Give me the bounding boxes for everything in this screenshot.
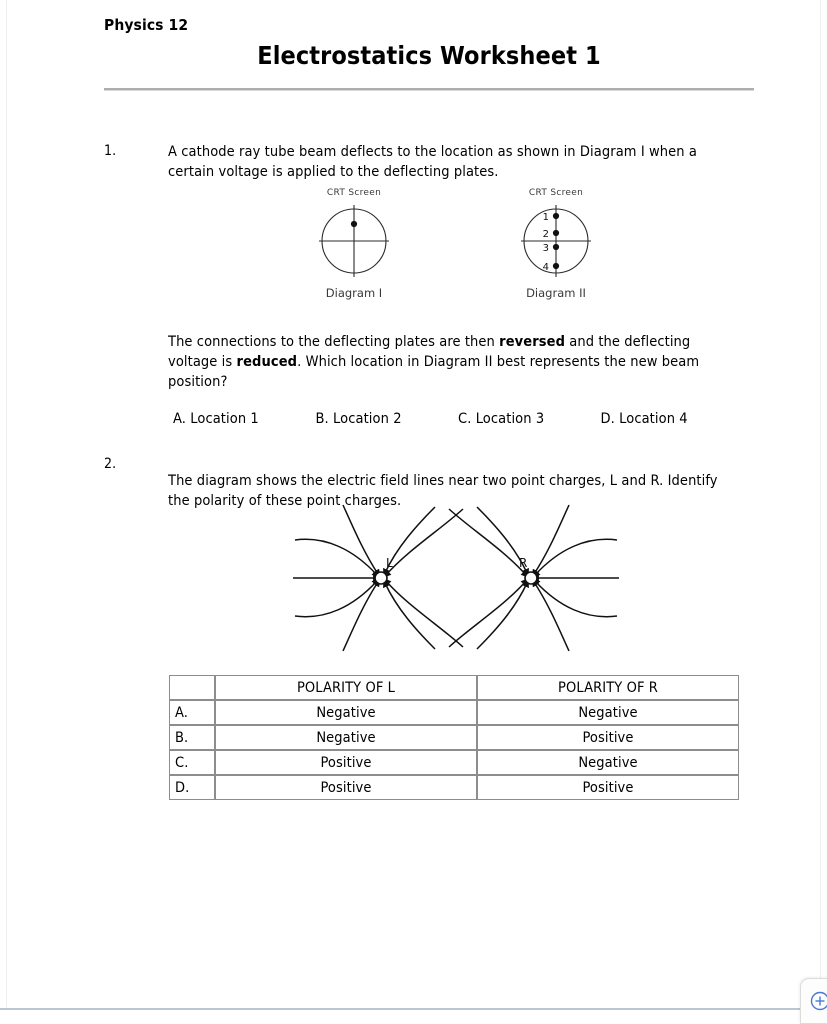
table-row[interactable] [169, 700, 739, 725]
crt-screen-label-1: CRT Screen [326, 188, 382, 198]
diagram-2-caption: Diagram II [526, 286, 586, 300]
course-label: Physics 12 [104, 16, 189, 34]
cell-polarity-l: Positive [215, 775, 477, 800]
row-letter: B. [169, 725, 215, 750]
figure-diagram-2 [504, 188, 608, 300]
cell-polarity-r: Negative [477, 750, 739, 775]
figure-diagram-1 [302, 188, 406, 300]
cell-polarity-r: Negative [477, 700, 739, 725]
row-letter: D. [169, 775, 215, 800]
option-a[interactable]: A. Location 1 [173, 411, 259, 427]
question-2-number: 2. [104, 456, 117, 472]
svg-text:3: 3 [542, 243, 549, 254]
header-polarity-r: POLARITY OF R [477, 675, 739, 700]
question-1-followup: The connections to the deflecting plates are then reversed and the deflecting voltage is reduced. Which location in Diagram II best represents the new beam position? [168, 334, 700, 390]
row-letter: C. [169, 750, 215, 775]
cell-polarity-l: Negative [215, 700, 477, 725]
cell-polarity-r: Positive [477, 775, 739, 800]
figure-electric-field-lines [291, 503, 621, 653]
svg-text:4: 4 [542, 262, 549, 273]
option-b[interactable]: B. Location 2 [315, 411, 402, 427]
crt-screen-svg-1 [317, 202, 391, 280]
diagram-1-caption: Diagram I [325, 286, 383, 300]
document-page [6, 0, 821, 1008]
cell-polarity-l: Positive [215, 750, 477, 775]
option-d[interactable]: D. Location 4 [600, 411, 688, 427]
crt-screen-label-2: CRT Screen [528, 188, 584, 198]
zoom-control-panel[interactable] [800, 978, 827, 1024]
svg-text:2: 2 [542, 229, 549, 240]
zoom-in-icon[interactable] [810, 991, 827, 1011]
table-header-row [169, 675, 739, 700]
charge-label-l: L [386, 556, 393, 570]
table-row[interactable] [169, 750, 739, 775]
cell-polarity-r: Positive [477, 725, 739, 750]
crt-screen-svg-2 [519, 202, 593, 280]
question-1-number: 1. [104, 143, 117, 159]
svg-text:1: 1 [542, 212, 549, 223]
row-letter: A. [169, 700, 215, 725]
question-1-stem: A cathode ray tube beam deflects to the location as shown in Diagram I when a certain voltage is applied to the deflecting plates. [168, 144, 698, 180]
header-divider [104, 88, 754, 91]
table-row[interactable] [169, 775, 739, 800]
charge-marker-l [375, 572, 387, 584]
charge-label-r: R [519, 556, 528, 570]
header-polarity-l: POLARITY OF L [215, 675, 477, 700]
viewer-background [0, 1010, 827, 1024]
header-blank [169, 675, 215, 700]
option-c[interactable]: C. Location 3 [458, 411, 545, 427]
charge-marker-r [525, 572, 537, 584]
question-1-options [173, 411, 743, 427]
question-2-stem: The diagram shows the electric field lines near two point charges, L and R. Identify the polarity of these point charges. [168, 473, 718, 509]
polarity-answer-table [169, 675, 739, 800]
page-title: Electrostatics Worksheet 1 [257, 41, 601, 70]
cell-polarity-l: Negative [215, 725, 477, 750]
table-row[interactable] [169, 725, 739, 750]
